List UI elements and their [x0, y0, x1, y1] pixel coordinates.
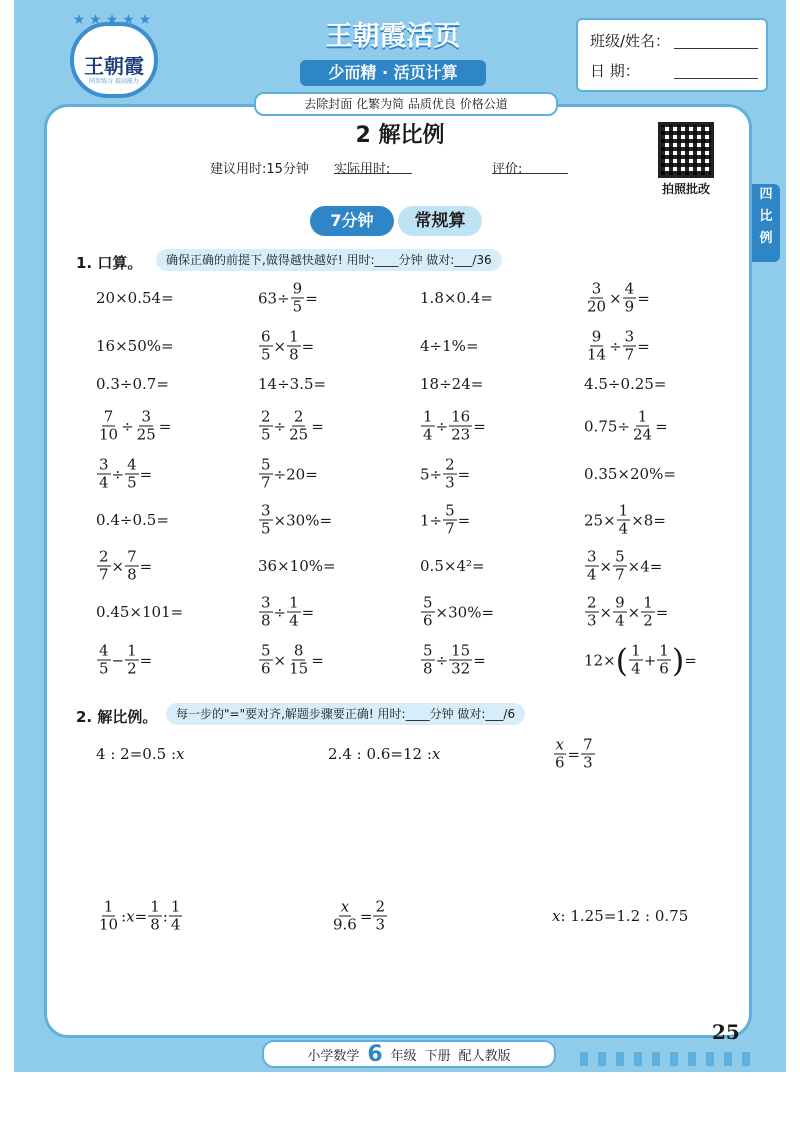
oral-problem: 14÷3.5= [258, 375, 327, 393]
footer-edition: 配人教版 [458, 1048, 511, 1064]
date-field[interactable] [674, 78, 758, 79]
oral-problem: $\frac{1}{4}$ ÷ $\frac{16}{23}$ = [423, 407, 486, 444]
oral-problem: $\frac{5}{6}$ × $\frac{8}{15}$ = [261, 641, 324, 678]
oral-problem: 1÷ $\frac{5}{7}$ = [420, 501, 471, 538]
oral-problem: $\frac{4}{5}$ − $\frac{1}{2}$ = [99, 641, 153, 678]
class-name-label: 班级/姓名： [590, 32, 671, 50]
proportion-problem: $\frac{x}{9.6}$ = $\frac{2}{3}$ [333, 897, 385, 934]
oral-problem: $\frac{3}{4}$ ÷ $\frac{4}{5}$ = [99, 455, 153, 492]
footer-bar [262, 1040, 556, 1068]
oral-problem: $\frac{3}{5}$ ×30%= [261, 501, 333, 538]
question-1-hint: 确保正确的前提下,做得越快越好! 用时:____分钟 做对:___/36 [156, 249, 502, 271]
side-tab-char: 四 [759, 187, 773, 202]
qr-code-icon[interactable] [658, 122, 714, 178]
oral-problem: 36×10%= [258, 557, 336, 575]
oral-problem: 63÷ $\frac{9}{5}$ = [258, 279, 318, 316]
side-tab-char: 比 [759, 209, 773, 224]
series-banner [286, 8, 500, 90]
brand-logo [62, 12, 166, 100]
side-tab-char: 例 [759, 231, 773, 246]
proportion-problem: 2.4 : 0.6=12 : x [328, 745, 441, 763]
class-name-row [590, 30, 760, 54]
oral-problem: $\frac{2}{3}$ × $\frac{9}{4}$ × $\frac{1}{2}$ = [587, 593, 669, 630]
oral-problem: 20×0.54= [96, 289, 174, 307]
oral-problem: 0.3÷0.7= [96, 375, 169, 393]
oral-problem: 16×50%= [96, 337, 174, 355]
rating-field[interactable] [492, 158, 568, 174]
question-2-heading: 2. 解比例。 [76, 708, 158, 726]
proportion-problem: $\frac{x}{6}$ = $\frac{7}{3}$ [555, 735, 593, 772]
class-name-field[interactable] [674, 48, 758, 49]
motto-bar: 去除封面 化繁为简 品质优良 价格公道 [254, 92, 558, 116]
footer-volume: 下册 [424, 1048, 451, 1064]
footer-grade-word: 年级 [390, 1048, 417, 1064]
oral-problem: 1.8×0.4= [420, 289, 493, 307]
date-row [590, 60, 760, 84]
oral-problem: 0.75÷ $\frac{1}{24}$ = [584, 407, 668, 444]
series-title: 王朝霞活页 [325, 21, 461, 52]
page-number: 25 [712, 1020, 740, 1044]
actual-time-label: 实际用时: [334, 162, 391, 177]
footer-subject: 小学数学 [307, 1048, 360, 1064]
proportion-problem: x : 1.25=1.2 : 0.75 [552, 907, 689, 925]
footer-grade-number: 6 [367, 1041, 383, 1067]
oral-problem: 0.4÷0.5= [96, 511, 169, 529]
oral-problem: 25× $\frac{1}{4}$ ×8= [584, 501, 666, 538]
student-info-box [576, 18, 768, 92]
oral-problem: 4÷1%= [420, 337, 479, 355]
oral-problem: 5÷ $\frac{2}{3}$ = [420, 455, 471, 492]
oral-problem: $\frac{6}{5}$ × $\frac{1}{8}$ = [261, 327, 315, 364]
oral-problem: $\frac{5}{7}$ ÷20= [261, 455, 318, 492]
question-1-heading: 1. 口算。 [76, 254, 143, 272]
oral-problem: 0.45×101= [96, 603, 184, 621]
oral-problem: $\frac{3}{20}$ × $\frac{4}{9}$ = [587, 279, 650, 316]
oral-problem: $\frac{5}{6}$ ×30%= [423, 593, 495, 630]
oral-problem: 4.5÷0.25= [584, 375, 667, 393]
oral-problem: $\frac{2}{7}$ × $\frac{7}{8}$ = [99, 547, 153, 584]
oral-problem: $\frac{3}{8}$ ÷ $\frac{1}{4}$ = [261, 593, 315, 630]
oral-problem: 18÷24= [420, 375, 484, 393]
oral-problem: 12× ( $\frac{1}{4}$ + $\frac{1}{6}$ ) = [584, 641, 697, 679]
logo-brand-text: 王朝霞 [84, 54, 144, 78]
section-name: 常规算 [398, 206, 482, 236]
suggest-time: 建议用时:15分钟 [210, 162, 309, 177]
oral-problem: $\frac{7}{10}$ ÷ $\frac{3}{25}$ = [99, 407, 172, 444]
oral-problem: 0.5×4²= [420, 557, 485, 575]
oral-problem: 0.35×20%= [584, 465, 676, 483]
date-label: 日 期： [590, 62, 640, 80]
section-minutes: 7分钟 [310, 206, 394, 236]
actual-time-field[interactable] [334, 158, 412, 174]
oral-problem: $\frac{9}{14}$ ÷ $\frac{3}{7}$ = [587, 327, 650, 364]
logo-tagline: 同步练习 提高能力 [89, 78, 139, 85]
section-header [310, 206, 482, 236]
proportion-problem: $\frac{1}{10}$ : x = $\frac{1}{8}$ : $\frac{1}{4}$ [99, 897, 181, 934]
page-title: 2 解比例 [355, 123, 445, 148]
series-subtitle: 少而精 · 活页计算 [300, 60, 486, 86]
proportion-problem: 4 : 2=0.5 : x [96, 745, 185, 763]
question-2-hint: 每一步的"="要对齐,解题步骤要正确! 用时:____分钟 做对:___/6 [166, 703, 525, 725]
chapter-side-tab [752, 184, 780, 262]
oral-problem: $\frac{5}{8}$ ÷ $\frac{15}{32}$ = [423, 641, 486, 678]
qr-label: 拍照批改 [661, 182, 710, 196]
rating-label: 评价: [492, 162, 523, 177]
bottom-margin [14, 1072, 786, 1132]
oral-problem: $\frac{3}{4}$ × $\frac{5}{7}$ ×4= [587, 547, 663, 584]
oral-problem: $\frac{2}{5}$ ÷ $\frac{2}{25}$ = [261, 407, 324, 444]
decorative-ridge [580, 1052, 760, 1066]
stars-icon: ★★★★★ [72, 12, 156, 28]
